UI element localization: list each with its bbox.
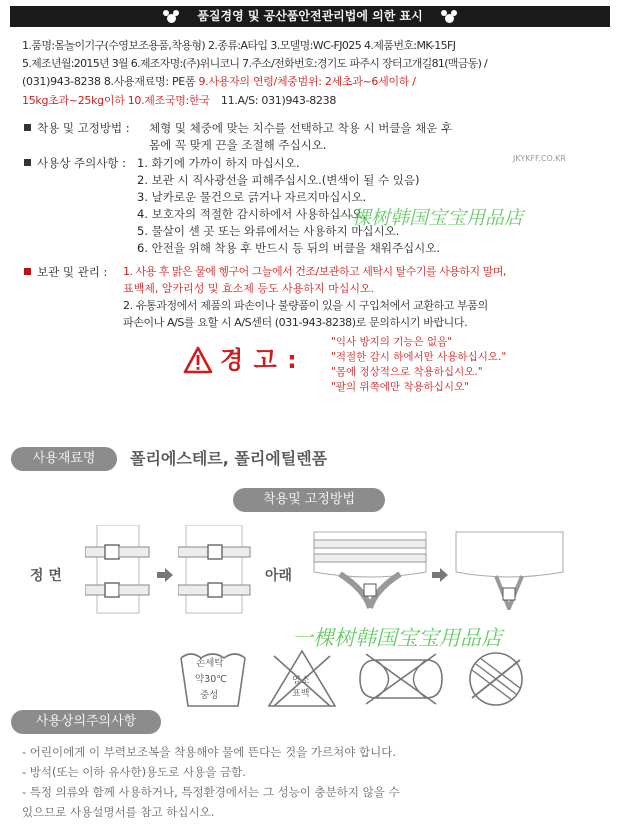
caution-item: 6. 안전을 위해 착용 후 반드시 등 뒤의 버클을 채워주십시오. — [137, 241, 441, 255]
warning-triangle-icon — [183, 346, 213, 374]
note-item: - 특정 의류와 함께 사용하거나, 특정환경에서는 그 성능이 충분하지 않을 수 — [22, 785, 400, 799]
arrow-right-icon — [432, 568, 448, 582]
howto-pill: 착용및 고정방법 — [233, 488, 385, 512]
no-tumble-dry-icon — [462, 648, 530, 710]
cautions-label: 사용상 주의사항 : — [37, 156, 126, 170]
hand-wash-text-3: 중성 — [200, 690, 219, 701]
warning-line: "적절한 감시 하에서만 사용하십시오." — [331, 351, 507, 363]
caution-item: 5. 물살이 센 곳 또는 와류에서는 사용하지 마십시오. — [137, 224, 400, 238]
storage-black-1: 2. 유통과정에서 제품의 파손이나 불량품이 있을 시 구입처에서 교환하고 부품의 — [123, 299, 488, 312]
usage-label-row — [24, 121, 130, 135]
bottom-strap-diagram — [310, 528, 430, 610]
warning-line: "몸에 정상적으로 착용하십시오." — [331, 366, 483, 378]
header-title: 품질경영 및 공산품안전관리법에 의한 표시 — [197, 9, 423, 23]
cautions-label-row — [24, 156, 126, 170]
watermark-text: 一棵树韩国宝宝用品店 — [333, 207, 524, 229]
storage-label-row — [24, 265, 107, 279]
front-label: 정 면 — [30, 568, 62, 584]
hand-wash-text-2: 약30℃ — [195, 674, 227, 685]
warning-line: "팔의 위쪽에만 착용하십시오" — [331, 381, 470, 393]
bottom-buckled-diagram — [452, 528, 567, 610]
storage-black-2: 파손이나 A/S를 요할 시 A/S센터 (031-943-8238)로 문의하시기 바랍니다. — [123, 316, 468, 329]
no-bleach-text-2: 표백 — [292, 689, 310, 699]
spec-line-4 — [22, 94, 336, 108]
watermark-text: 一棵树韩国宝宝用品店 — [292, 626, 502, 650]
header-bar — [10, 6, 610, 27]
spec-line-3-black: (031)943-8238 8.사용재료명: PE폼 — [22, 75, 196, 88]
spec-line-3-red: 9.사용자의 연령/체중범위: 2세초과~6세이하 / — [198, 75, 416, 88]
front-buckled-diagram — [178, 525, 252, 615]
spec-line-3 — [22, 75, 416, 89]
storage-label: 보관 및 관리 : — [37, 265, 108, 279]
warning-title: 경 고 : — [220, 346, 298, 374]
usage-line-1: 체형 및 체중에 맞는 치수를 선택하고 착용 시 버클을 채운 후 — [149, 121, 453, 135]
front-strap-diagram — [85, 525, 155, 615]
material-pill: 사용재료명 — [11, 447, 117, 471]
hand-wash-text-1: 손세탁 — [196, 658, 224, 669]
arrow-right-icon — [157, 568, 173, 582]
spec-line-4-black: 11.A/S: 031)943-8238 — [220, 94, 337, 107]
bullet-icon — [24, 268, 31, 275]
note-item: - 어린이에게 이 부력보조복을 착용해야 물에 뜬다는 것을 가르쳐야 합니다. — [22, 745, 396, 759]
caution-item: 1. 화기에 가까이 하지 마십시오. — [137, 156, 300, 170]
no-wring-icon — [356, 652, 446, 706]
usage-label: 착용 및 고정방법 : — [37, 121, 130, 135]
note-item: 있으므로 사용설명서를 참고 하십시오. — [22, 805, 215, 819]
warning-line: "익사 방지의 기능은 없음" — [331, 336, 453, 348]
bullet-icon — [24, 124, 31, 131]
storage-red-1: 1. 사용 후 맑은 물에 헹구어 그늘에서 건조/보관하고 세탁시 탈수기를 사용하지 말며, — [123, 265, 506, 278]
note-item: - 방석(또는 이하 유사한)용도로 사용을 금함. — [22, 765, 246, 779]
bottom-label: 아래 — [265, 568, 293, 584]
material-value: 폴리에스테르, 폴리에틸렌폼 — [130, 449, 328, 468]
no-bleach-text-1: 염소 — [292, 676, 310, 686]
caution-item: 4. 보호자의 적절한 감시하에서 사용하십시오. — [137, 207, 367, 221]
mouse-logo-icon — [440, 9, 456, 24]
bullet-icon — [24, 159, 31, 166]
usage-line-2: 몸에 꼭 맞게 끈을 조절해 주십시오. — [149, 138, 327, 152]
spec-line-2: 5.제조년월:2015년 3월 6.제조자명:(주)위니코니 7.주소/전화번호:경기도 파주시 장터고개길81(맥금동) / — [22, 57, 487, 70]
spec-line-1: 1.품명:몸놀이기구(수영보조용품,착용형) 2.종류:A타입 3.모델명:WC-FJ025 4.제품번호:MK-15FJ — [22, 39, 456, 52]
site-mark: JKYKFF.CO.KR — [513, 154, 566, 163]
caution-item: 3. 날카로운 물건으로 긁거나 자르지마십시오. — [137, 190, 367, 204]
caution-item: 2. 보관 시 직사광선을 피해주십시오.(변색이 될 수 있음) — [137, 173, 420, 187]
notes-pill: 사용상의주의사항 — [11, 710, 161, 734]
spec-line-4-red: 15kg초과~25kg이하 10.제조국명:한국 — [22, 94, 210, 107]
storage-red-2: 표백제, 알카리성 및 효소제 등도 사용하지 마십시오. — [123, 282, 375, 295]
